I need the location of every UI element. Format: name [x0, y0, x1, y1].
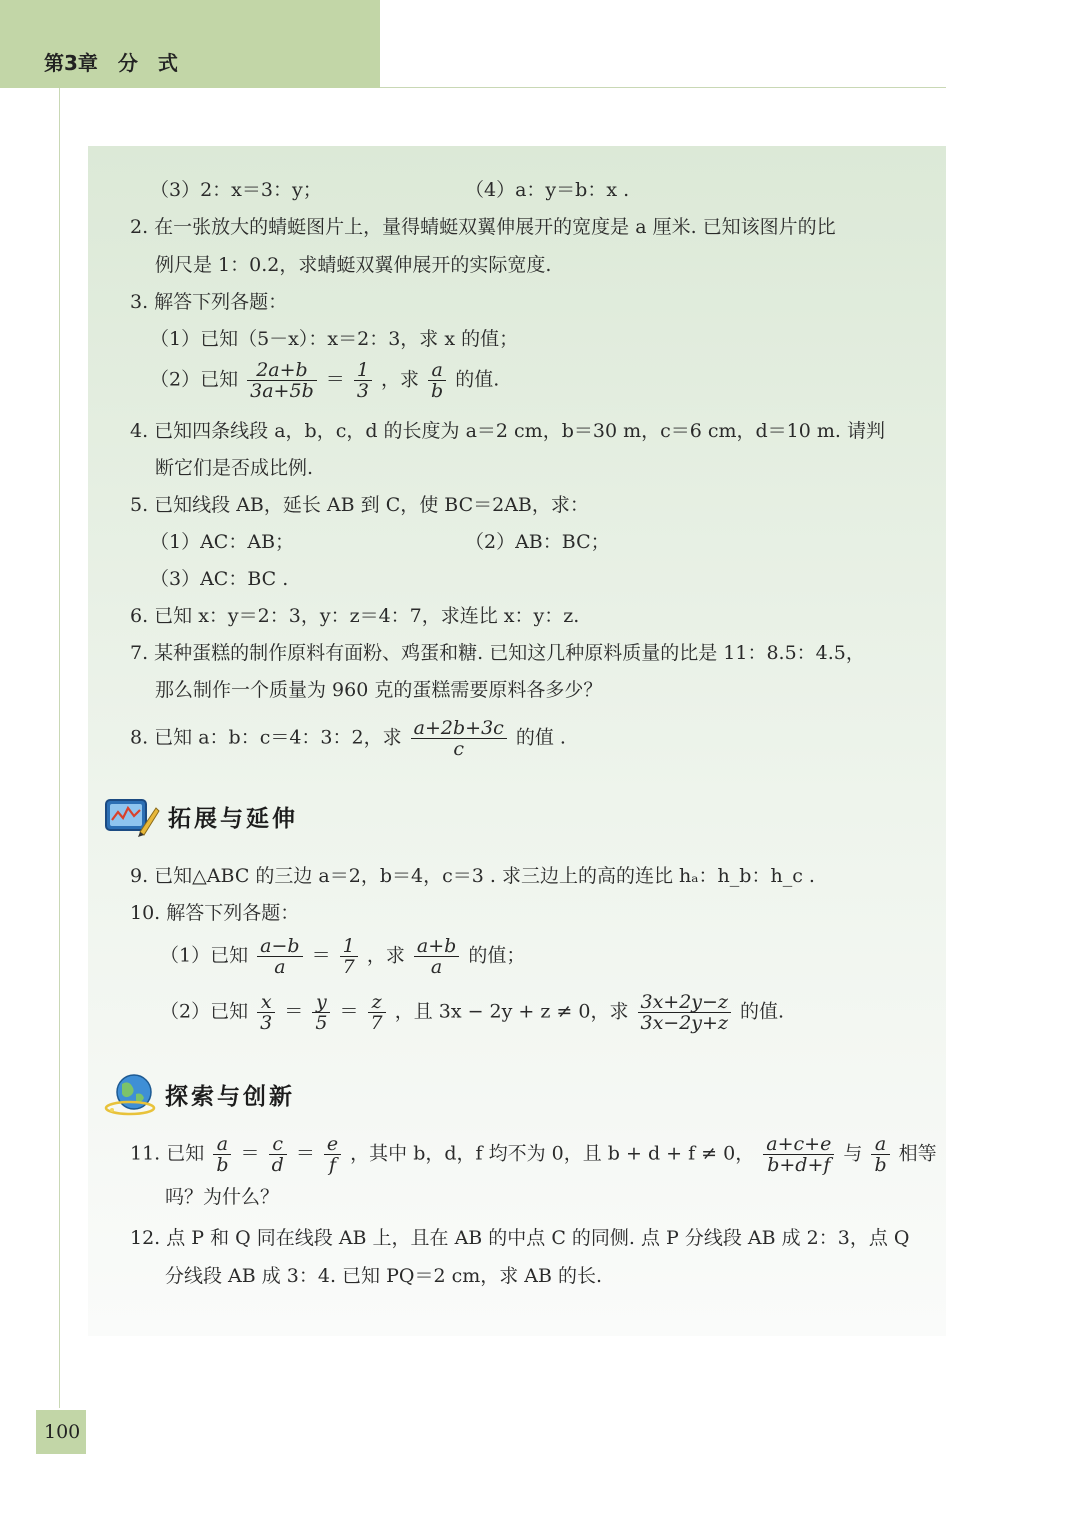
problem-2-line-1: 2. 在一张放大的蜻蜓图片上，量得蜻蜓双翼伸展开的宽度是 a 厘米. 已知该图片的比 — [130, 216, 836, 238]
denominator: f — [328, 1154, 337, 1176]
problem-5-part-2: （2）AB：BC； — [465, 531, 610, 553]
numerator: a — [428, 360, 446, 381]
fraction — [428, 360, 446, 401]
fraction — [257, 992, 275, 1033]
fraction — [247, 360, 317, 401]
problem-1-part-3: （3）2：x＝3：y； — [150, 179, 322, 201]
numerator: a — [871, 1134, 889, 1155]
numerator: a — [213, 1134, 231, 1155]
chart-pencil-icon — [104, 796, 160, 838]
problem-4-line-2: 断它们是否成比例. — [155, 457, 314, 479]
problem-6: 6. 已知 x：y＝2：3，y：z＝4：7，求连比 x：y：z. — [130, 605, 580, 627]
fraction — [411, 718, 507, 759]
problem-4-line-1: 4. 已知四条线段 a，b，c，d 的长度为 a＝2 cm，b＝30 m，c＝6 cm，d＝10 m. 请判 — [130, 420, 885, 442]
text: ，且 3x − 2y + z ≠ 0，求 — [394, 1000, 629, 1023]
text: ＝ — [295, 1142, 315, 1165]
numerator: a−b — [257, 936, 302, 957]
denominator: b — [216, 1154, 229, 1176]
problem-10-part-2 — [160, 992, 784, 1033]
text: ＝ — [284, 1000, 304, 1023]
text: ，求 — [366, 944, 405, 967]
text: 的值 . — [515, 726, 566, 749]
denominator: a — [430, 956, 443, 978]
fraction — [340, 936, 358, 977]
denominator: b+d+f — [767, 1154, 831, 1176]
denominator: b — [431, 380, 444, 402]
denominator: 5 — [315, 1012, 328, 1034]
fraction — [324, 1134, 341, 1175]
problem-5-part-3: （3）AC：BC . — [150, 568, 289, 590]
numerator: a+c+e — [763, 1134, 834, 1155]
text: ＝ — [240, 1142, 260, 1165]
fraction — [871, 1134, 889, 1175]
problem-11-line-2: 吗？为什么？ — [165, 1186, 280, 1208]
fraction — [312, 992, 330, 1033]
text: 8. 已知 a：b：c＝4：3：2，求 — [130, 726, 402, 749]
text: 的值. — [740, 1000, 785, 1023]
numerator: z — [368, 992, 386, 1013]
problem-9: 9. 已知△ABC 的三边 a＝2，b＝4，c＝3 . 求三边上的高的连比 hₐ：h_b：h_c . — [130, 865, 815, 887]
numerator: 2a+b — [247, 360, 317, 381]
margin-line — [59, 88, 60, 1408]
problem-10-title: 10. 解答下列各题： — [130, 902, 300, 924]
problem-12-line-2: 分线段 AB 成 3：4. 已知 PQ＝2 cm，求 AB 的长. — [165, 1265, 603, 1287]
text: ＝ — [325, 368, 345, 391]
problem-3-part-2 — [150, 360, 499, 401]
fraction — [368, 992, 386, 1033]
numerator: 1 — [354, 360, 372, 381]
denominator: c — [453, 738, 465, 760]
text: ，其中 b，d，f 均不为 0，且 b + d + f ≠ 0， — [350, 1142, 755, 1165]
numerator: a+2b+3c — [411, 718, 507, 739]
text: 11. 已知 — [130, 1142, 205, 1165]
numerator: e — [324, 1134, 341, 1155]
fraction — [213, 1134, 231, 1175]
denominator: b — [874, 1154, 887, 1176]
problem-7-line-1: 7. 某种蛋糕的制作原料有面粉、鸡蛋和糖. 已知这几种原料质量的比是 11：8.5：4.5， — [130, 642, 865, 664]
header-divider — [380, 87, 946, 88]
problem-2-line-2: 例尺是 1：0.2，求蜻蜓双翼伸展开的实际宽度. — [155, 254, 552, 276]
problem-1-part-4: （4）a：y＝b：x . — [465, 179, 630, 201]
problem-12-line-1: 12. 点 P 和 Q 同在线段 AB 上，且在 AB 的中点 C 的同侧. 点 P 分线段 AB 成 2：3，点 Q — [130, 1227, 910, 1249]
denominator: d — [271, 1154, 284, 1176]
denominator: 3 — [260, 1012, 273, 1034]
denominator: a — [274, 956, 286, 978]
fraction — [638, 992, 731, 1033]
text: 的值； — [468, 944, 526, 967]
problem-10-part-1 — [160, 936, 525, 977]
text: 与 — [843, 1142, 863, 1165]
text: 相等 — [898, 1142, 937, 1165]
numerator: y — [312, 992, 330, 1013]
denominator: 3a+5b — [250, 380, 314, 402]
fraction — [414, 936, 459, 977]
text: （1）已知 — [160, 944, 249, 967]
denominator: 7 — [342, 956, 355, 978]
denominator: 3 — [356, 380, 369, 402]
problem-5-part-1: （1）AC：AB； — [150, 531, 295, 553]
numerator: x — [257, 992, 275, 1013]
problem-8 — [130, 718, 566, 759]
text: 的值. — [455, 368, 500, 391]
text: （2）已知 — [150, 368, 239, 391]
numerator: 1 — [340, 936, 358, 957]
text: ＝ — [339, 1000, 359, 1023]
fraction — [269, 1134, 287, 1175]
numerator: c — [269, 1134, 287, 1155]
text: （2）已知 — [160, 1000, 249, 1023]
page-number: 100 — [44, 1421, 81, 1443]
chapter-title: 第3章 分 式 — [44, 51, 178, 75]
problem-5-title: 5. 已知线段 AB，延长 AB 到 C，使 BC＝2AB，求： — [130, 494, 589, 516]
denominator: 3x−2y+z — [640, 1012, 728, 1034]
text: ，求 — [380, 368, 419, 391]
denominator: 7 — [370, 1012, 383, 1034]
problem-7-line-2: 那么制作一个质量为 960 克的蛋糕需要原料各多少？ — [155, 679, 603, 701]
numerator: a+b — [414, 936, 459, 957]
section-title-explore: 探索与创新 — [165, 1084, 295, 1110]
problem-3-part-1: （1）已知（5－x）：x＝2：3，求 x 的值； — [150, 328, 519, 350]
fraction — [257, 936, 302, 977]
numerator: 3x+2y−z — [638, 992, 731, 1013]
text: ＝ — [311, 944, 331, 967]
globe-icon — [104, 1072, 160, 1116]
fraction — [763, 1134, 834, 1175]
problem-3-title: 3. 解答下列各题： — [130, 291, 288, 313]
fraction — [354, 360, 372, 401]
problem-11-line-1 — [130, 1134, 937, 1175]
section-title-extension: 拓展与延伸 — [168, 806, 298, 832]
